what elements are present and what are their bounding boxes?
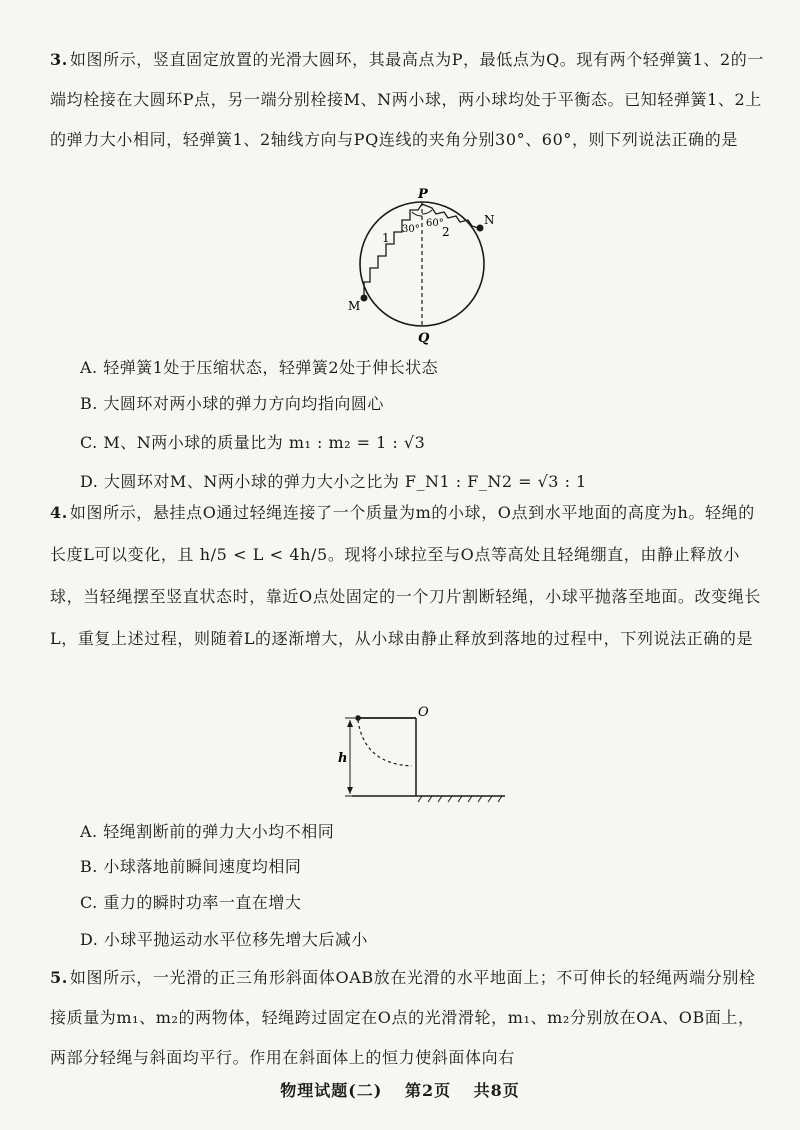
question-3-number: 3. [50,50,68,69]
question-5-stem [50,958,765,1078]
ground-hatching [418,796,502,802]
footer-page: 第2页 [404,1081,452,1100]
footer-title: 物理试题(二) [280,1081,383,1100]
question-3-text: 如图所示，竖直固定放置的光滑大圆环，其最高点为P，最低点为Q。现有两个轻弹簧1、2的一端均栓接在大圆环P点，另一端分别栓接M、N两小球，两小球均处于平衡态。已知轻弹簧1、2上的弹力大小相同，轻弹簧1、2轴线方向与PQ连线的夹角分别30°、60°，则下列说法正确的是 [50,50,764,149]
question-4-text: 如图所示，悬挂点O通过轻绳连接了一个质量为m的小球，O点到水平地面的高度为h。轻绳的长度L可以变化，且 h/5 < L < 4h/5。现将小球拉至与O点等高处且轻绳绷直，由静止释放小球，当轻绳摆至竖直状态时，靠近O点处固定的一个刀片割断轻绳，小球平抛落至地面。改变绳长L，重复上述过程，则随着L的逐渐增大，从小球由静止释放到落地的过程中，下列说法正确的是 [50,503,761,648]
question-4-number: 4. [50,503,68,522]
label-h: h [338,751,348,766]
question-4-option-c: C. 重力的瞬时功率一直在增大 [80,893,302,912]
label-n: N [484,213,495,227]
label-angle-60: 60° [426,218,444,229]
question-4-option-d: D. 小球平抛运动水平位移先增大后减小 [80,930,368,949]
label-spring-2: 2 [442,225,450,239]
question-4-stem [50,492,765,660]
figure-ring-springs [340,186,500,346]
angle-arc-60 [422,210,432,214]
question-4-option-a: A. 轻绳割断前的弹力大小均不相同 [80,822,335,841]
page-footer [0,1078,800,1101]
label-q: Q [418,331,430,346]
label-p: P [418,187,428,202]
question-5-number: 5. [50,968,68,987]
question-3-option-a: A. 轻弹簧1处于压缩状态，轻弹簧2处于伸长状态 [80,358,439,377]
footer-total: 共8页 [473,1081,520,1100]
label-spring-1: 1 [382,231,390,245]
ball-m [361,295,368,302]
figure-pendulum [330,700,510,808]
question-3-stem [50,40,765,160]
question-5-text: 如图所示，一光滑的正三角形斜面体OAB放在光滑的水平地面上；不可伸长的轻绳两端分别栓接质量为m₁、m₂的两物体，轻绳跨过固定在O点的光滑滑轮，m₁、m₂分别放在OA、OB面上，两部分轻绳与斜面均平行。作用在斜面体上的恒力使斜面体向右 [50,968,756,1067]
ball-n [477,225,484,232]
question-3-option-d: D. 大圆环对M、N两小球的弹力大小之比为 F_N1 : F_N2 = √3 : 1 [80,472,587,491]
question-4-option-b: B. 小球落地前瞬间速度均相同 [80,857,302,876]
question-3-option-c: C. M、N两小球的质量比为 m₁ : m₂ = 1 : √3 [80,433,426,452]
label-angle-30: 30° [402,224,420,235]
spring-1 [364,204,422,296]
question-3-option-b: B. 大圆环对两小球的弹力方向均指向圆心 [80,394,384,413]
swing-arc [358,720,412,766]
ball [355,715,361,721]
label-m: M [348,299,361,313]
angle-arc-30 [412,212,422,216]
label-o: O [418,705,429,720]
